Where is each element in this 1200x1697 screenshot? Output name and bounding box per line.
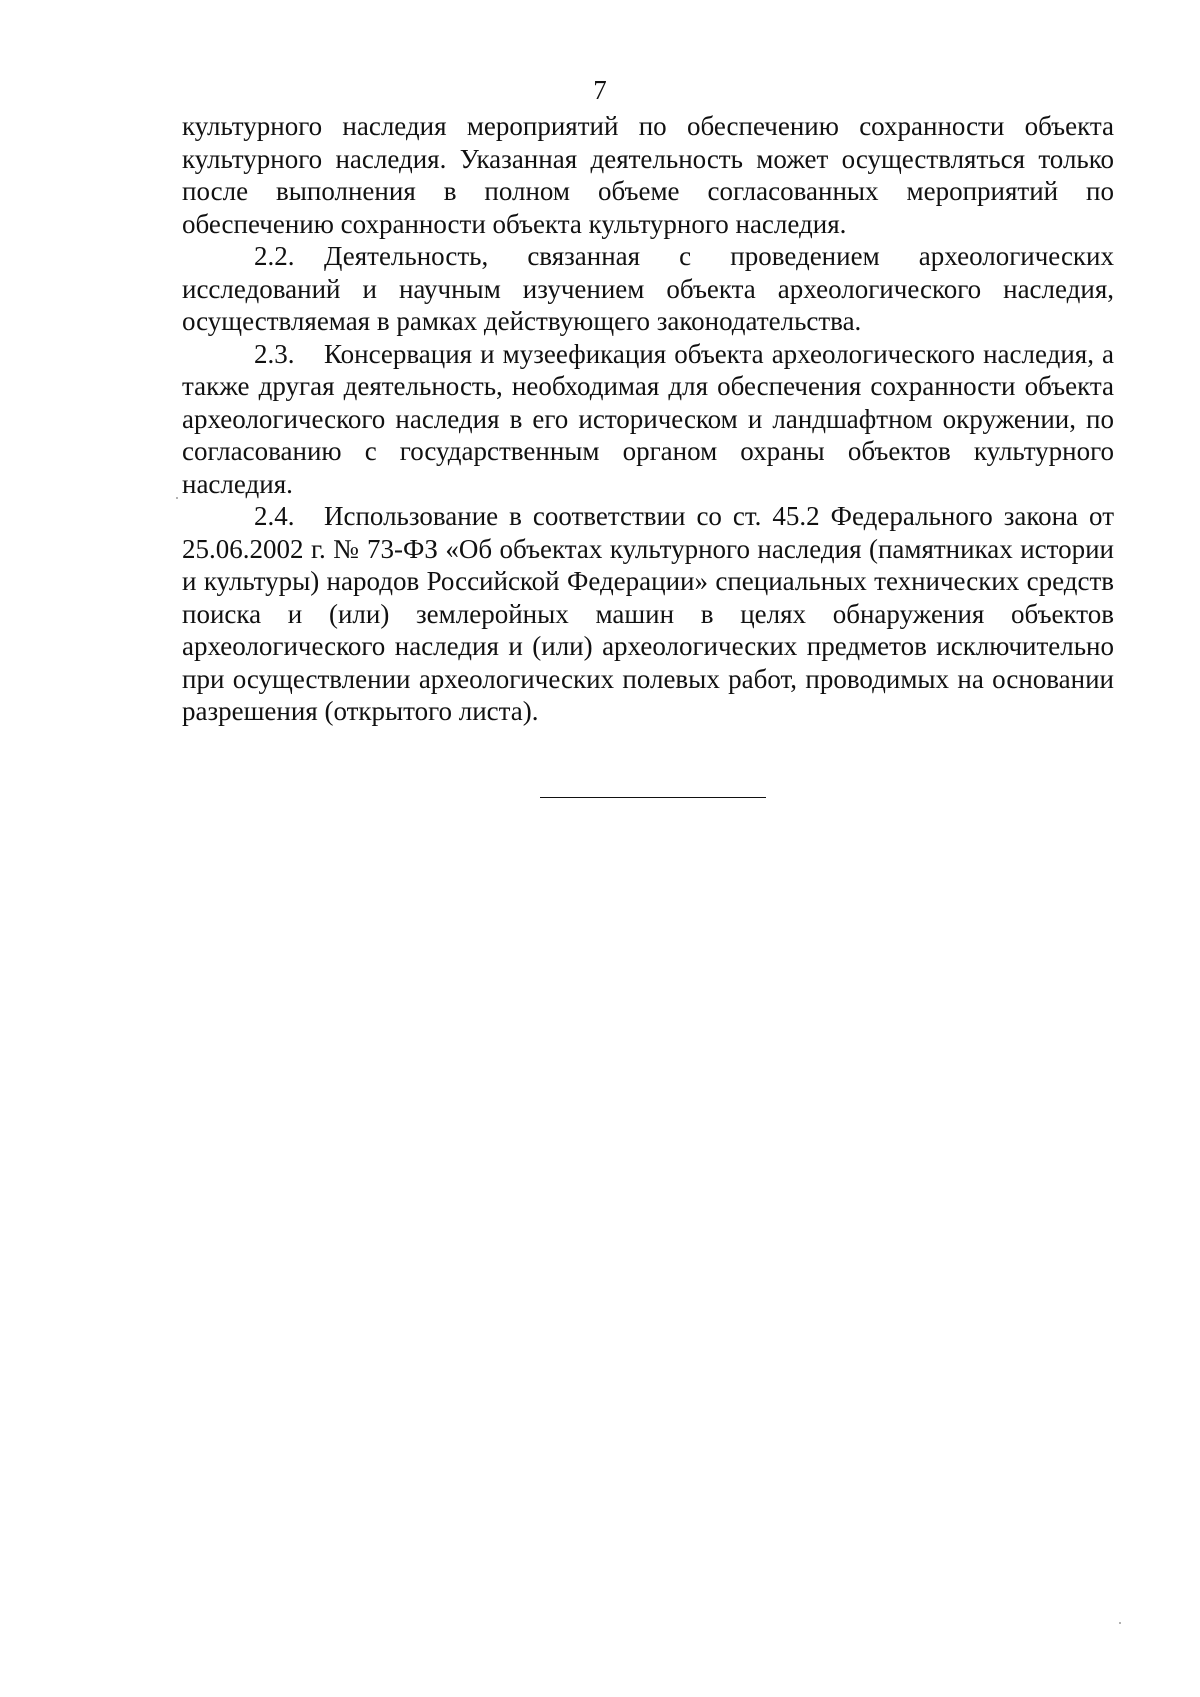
paragraph-number: 2.4.: [254, 501, 295, 531]
paragraph-text: Деятельность, связанная с проведением археологических исследований и научным изучением объекта археологического наследия, осуществляемая в рамках действующего законодательства.: [182, 241, 1114, 336]
paragraph-text: Использование в соответствии со ст. 45.2 Федерального закона от 25.06.2002 г. № 73-ФЗ «Об объектах культурного наследия (памятниках истории и культуры) народов Российской Федерации» специальных технических средств поиска и (или) землеройных машин в целях обнаружения объектов археологического наследия и (или) археологических предметов исключительно при осуществлении археологических полевых работ, проводимых на основании разрешения (открытого листа).: [182, 501, 1114, 726]
paragraph-number: 2.2.: [254, 241, 295, 271]
paragraph-continuation: [182, 110, 1114, 240]
scan-speck: [176, 497, 178, 499]
end-separator-line: [540, 797, 766, 798]
document-body: [182, 110, 1114, 728]
paragraph-text: Консервация и музеефикация объекта археологического наследия, а также другая деятельность, необходимая для обеспечения сохранности объекта археологического наследия в его историческом и ландшафтном окружении, по согласованию с государственным органом охраны объектов культурного наследия.: [182, 338, 1114, 499]
paragraph-2-3: [182, 338, 1114, 501]
scan-speck: [1119, 1622, 1121, 1624]
paragraph-number: 2.3.: [254, 338, 295, 369]
paragraph-2-2: [182, 240, 1114, 338]
paragraph-text: культурного наследия мероприятий по обеспечению сохранности объекта культурного наследия. Указанная деятельность может осуществляться только после выполнения в полном объеме согласованных мероприятий по обеспечению сохранности объекта культурного наследия.: [182, 111, 1114, 239]
page-number: 7: [593, 75, 607, 105]
paragraph-2-4: [182, 500, 1114, 728]
